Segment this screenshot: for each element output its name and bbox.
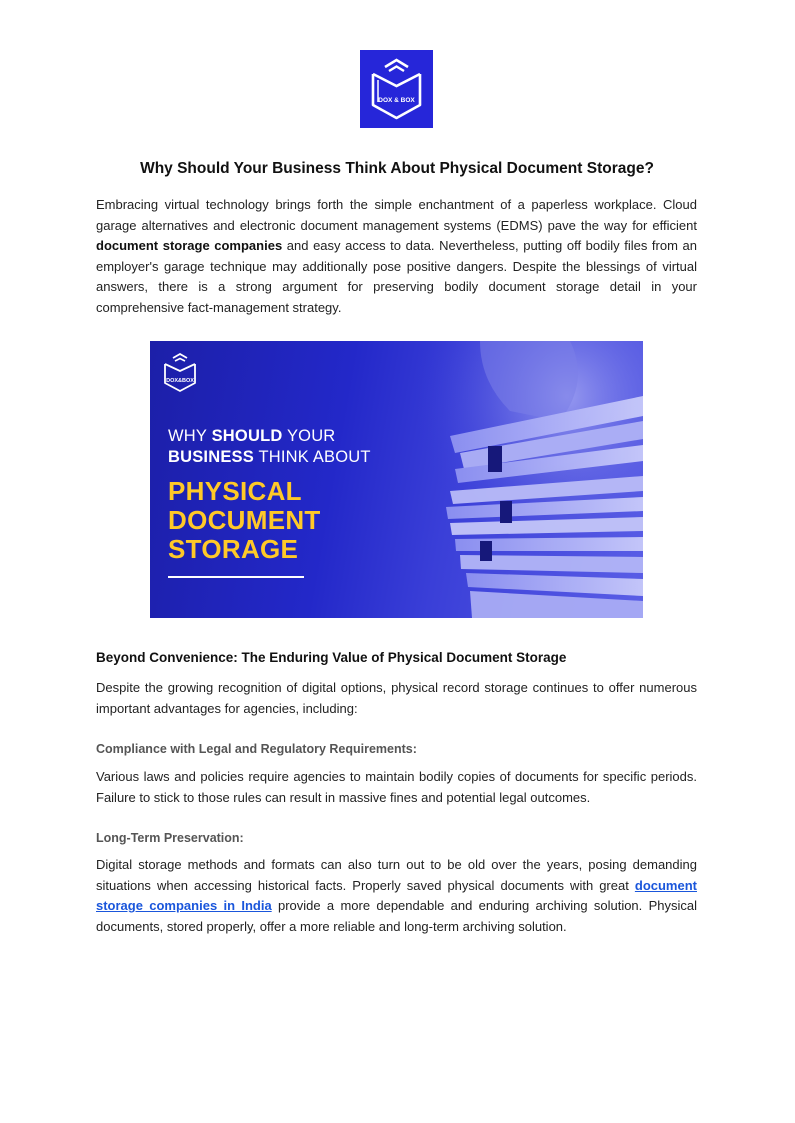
section-heading: Beyond Convenience: The Enduring Value of Physical Document Storage xyxy=(96,650,567,665)
intro-text-2: and easy access to data. Nevertheless, putting off bodily files from an employer's garage technique may additionally pose positive dangers. Despite the blessings of virtual answers, there is a strong argument for preserving bodily document storage detail in your comprehensive fact-management strategy. xyxy=(96,238,697,315)
banner-headline-line-2 xyxy=(168,448,371,467)
preservation-text-2: provide a more dependable and enduring archiving solution. Physical documents, stored properly, offer a more reliable and long-term archiving solution. xyxy=(96,898,697,934)
banner-box-icon xyxy=(162,351,198,395)
logo-text: DOX & BOX xyxy=(378,97,415,104)
compliance-paragraph: Various laws and policies require agencies to maintain bodily copies of documents for specific periods. Failure to stick to those rules can result in massive fines and potential legal outcomes. xyxy=(96,769,697,805)
intro-paragraph xyxy=(96,195,697,318)
preservation-subheading: Long-Term Preservation: xyxy=(96,831,244,845)
banner-words-think-about: THINK ABOUT xyxy=(253,448,371,466)
banner-logo xyxy=(162,351,198,400)
banner-underline-divider xyxy=(168,576,304,578)
banner-headline-line-1 xyxy=(168,427,335,446)
box-logo-icon xyxy=(360,50,433,128)
document-storage-india-link[interactable]: document storage companies in India xyxy=(96,877,697,913)
page-title: Why Should Your Business Think About Physical Document Storage? xyxy=(140,160,654,177)
preservation-paragraph xyxy=(96,855,697,937)
intro-text-1: Embracing virtual technology brings forth the simple enchantment of a paperless workplace. Cloud garage alternatives and electronic document management systems (EDMS) pave the way for efficient xyxy=(96,197,697,233)
hero-banner-image xyxy=(150,341,643,618)
company-logo xyxy=(360,50,433,128)
banner-word-should: SHOULD xyxy=(211,427,283,445)
banner-big-storage: STORAGE xyxy=(168,534,299,564)
compliance-subheading: Compliance with Legal and Regulatory Requirements: xyxy=(96,742,417,756)
section-intro-paragraph: Despite the growing recognition of digital options, physical record storage continues to offer numerous important advantages for agencies, including: xyxy=(96,680,697,716)
banner-word-your: YOUR xyxy=(282,427,336,445)
banner-word-business: BUSINESS xyxy=(168,448,254,466)
intro-bold-term: document storage companies xyxy=(96,238,283,253)
banner-word-why: WHY xyxy=(168,427,212,445)
banner-logo-text: DOX&BOX xyxy=(166,378,194,384)
banner-big-document: DOCUMENT xyxy=(168,505,321,535)
banner-big-physical: PHYSICAL xyxy=(168,476,302,506)
preservation-text-1: Digital storage methods and formats can also turn out to be old over the years, posing demanding situations when accessing historical facts. Properly saved physical documents with great xyxy=(96,857,697,893)
